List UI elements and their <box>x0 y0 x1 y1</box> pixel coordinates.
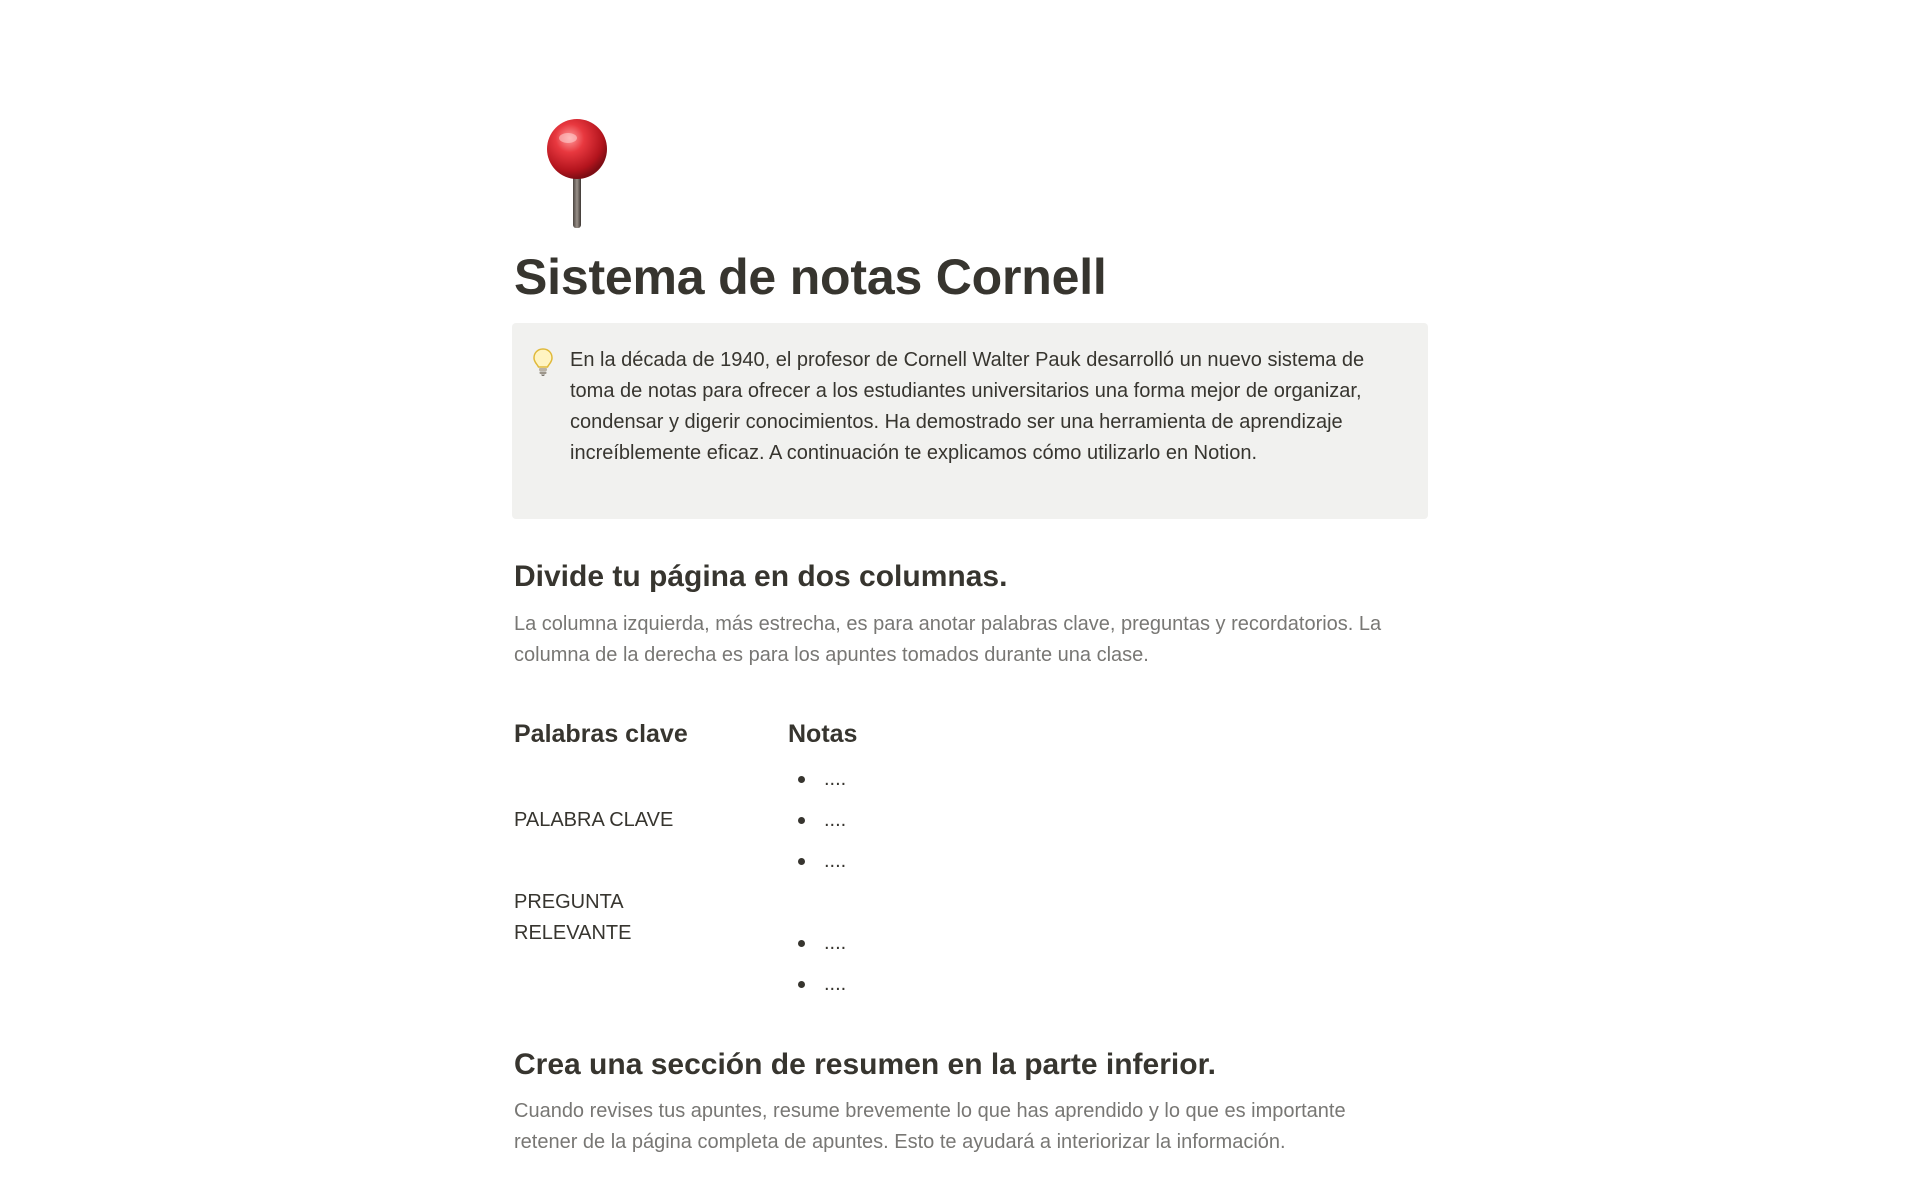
bullet-icon <box>798 981 805 988</box>
section-description-columns[interactable]: La columna izquierda, más estrecha, es para anotar palabras clave, preguntas y recordatorios. La columna de la derecha es para los apuntes tomados durante una clase. <box>514 613 1382 666</box>
note-list-item[interactable] <box>798 846 998 877</box>
bullet-icon <box>798 776 805 783</box>
note-list-item[interactable] <box>798 969 998 1000</box>
column-heading-keywords[interactable]: Palabras clave <box>514 720 688 748</box>
bullet-icon <box>798 817 805 824</box>
callout-text[interactable]: En la década de 1940, el profesor de Cornell Walter Pauk desarrolló un nuevo sistema de toma de notas para ofrecer a los estudiantes universitarios una forma mejor de organizar, condensar y digerir conocimientos. Ha demostrado ser una herramienta de aprendizaje increíblemente eficaz. A continuación te explicamos cómo utilizarlo en Notion. <box>570 349 1365 464</box>
bullet-icon <box>798 858 805 865</box>
note-list-item[interactable] <box>798 928 998 959</box>
note-text[interactable]: .... <box>824 809 847 831</box>
keyword-item[interactable]: PALABRA CLAVE <box>514 809 674 831</box>
note-list-item[interactable] <box>798 805 998 836</box>
callout-block[interactable] <box>512 323 1428 519</box>
page-title[interactable]: Sistema de notas Cornell <box>514 249 1107 305</box>
note-text[interactable]: .... <box>824 973 847 995</box>
note-text[interactable]: .... <box>824 768 847 790</box>
section-heading-summary[interactable]: Crea una sección de resumen en la parte inferior. <box>514 1048 1216 1081</box>
note-text[interactable]: .... <box>824 850 847 872</box>
section-description-summary[interactable]: Cuando revises tus apuntes, resume brevemente lo que has aprendido y lo que es importante retener de la página completa de apuntes. Esto te ayudará a interiorizar la información. <box>514 1100 1346 1153</box>
section-heading-columns[interactable]: Divide tu página en dos columnas. <box>514 560 1008 593</box>
note-text[interactable]: .... <box>824 932 847 954</box>
note-list-item[interactable] <box>798 764 998 795</box>
bullet-icon <box>798 940 805 947</box>
round-pushpin-icon[interactable] <box>542 118 612 230</box>
lightbulb-icon[interactable] <box>532 347 554 377</box>
column-heading-notes[interactable]: Notas <box>788 720 858 748</box>
keyword-item[interactable]: PREGUNTA RELEVANTE <box>514 891 632 944</box>
